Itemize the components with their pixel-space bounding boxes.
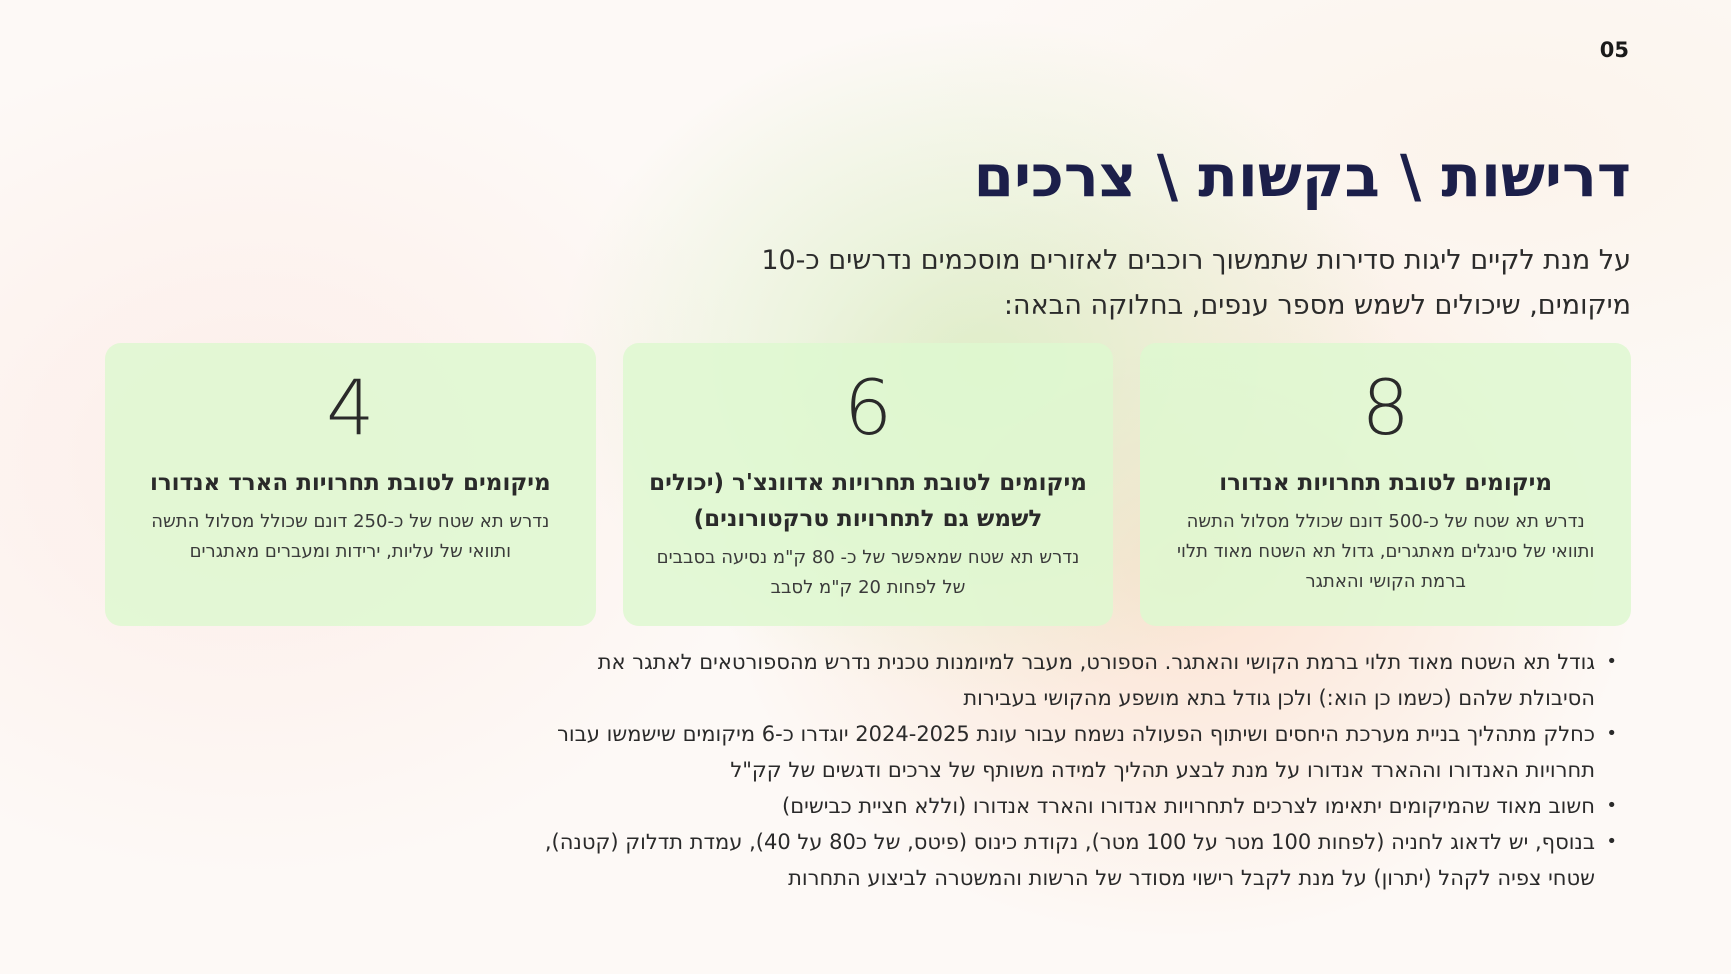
list-item-text: חשוב מאוד שהמיקומים יתאימו לצרכים לתחרויות אנדורו והארד אנדורו (וללא חציית כבישים) (782, 794, 1595, 818)
bullet-icon: • (1606, 723, 1617, 744)
list-item (535, 788, 1617, 824)
page-title: דרישות \ בקשות \ צרכים (973, 142, 1631, 210)
card-description: נדרש תא שטח של כ-500 דונם שכולל מסלול התשה ותוואי של סינגלים מאתגרים, גדול תא השטח מאוד תלוי ברמת הקושי והאתגר (1176, 511, 1595, 592)
card-title: מיקומים לטובת תחרויות הארד אנדורו (149, 470, 551, 496)
card-hard-enduro (105, 343, 596, 626)
bullet-icon: • (1606, 831, 1617, 852)
list-item (535, 716, 1617, 788)
card-description: נדרש תא שטח של כ-250 דונם שכולל מסלול התשה ותוואי של עליות, ירידות ומעברים מאתגרים (151, 511, 550, 562)
card-number: 8 (1361, 363, 1410, 452)
card-adventure (623, 343, 1114, 626)
card-number: 4 (326, 363, 375, 452)
requirements-list (535, 644, 1617, 896)
list-item-text: כחלק מתהליך בניית מערכת היחסים ושיתוף הפעולה נשמח עבור עונת 2024-2025 יוגדרו כ-6 מיקומים שישמשו עבור תחרויות האנדורו וההארד אנדורו על מנת לבצע תהליך למידה משותף של צרכים ודגשים של קק"ל (557, 722, 1595, 782)
card-description: נדרש תא שטח שמאפשר של כ- 80 ק"מ נסיעה בסבבים של לפחות 20 ק"מ לסבב (656, 547, 1080, 598)
list-item-text: בנוסף, יש לדאוג לחניה (לפחות 100 מטר על 100 מטר), נקודת כינוס (פיטס, של כ80 על 40), עמדת תדלוק (קטנה), שטחי צפיה לקהל (יתרון) על מנת לקבל רישוי מסודר של הרשות והמשטרה לביצוע התחרות (544, 830, 1595, 890)
list-item (535, 644, 1617, 716)
location-cards (105, 343, 1631, 626)
list-item (535, 824, 1617, 896)
card-enduro (1140, 343, 1631, 626)
page-subtitle: על מנת לקיים ליגות סדירות שתמשוך רוכבים לאזורים מוסכמים נדרשים כ-10 מיקומים, שיכולים לשמש מספר ענפים, בחלוקה הבאה: (761, 245, 1631, 321)
card-title: מיקומים לטובת תחרויות אדוונצ'ר (יכולים לשמש גם לתחרויות טרקטורונים) (649, 470, 1087, 532)
list-item-text: גודל תא השטח מאוד תלוי ברמת הקושי והאתגר. הספורט, מעבר למיומנות טכנית נדרש מהספורטאים לאתגר את הסיבולת שלהם (כשמו כן הוא:) ולכן גודל בתא מושפע מהקושי בעבירות (597, 650, 1595, 710)
bullet-icon: • (1606, 651, 1617, 672)
page-number: 05 (1599, 38, 1629, 62)
bullet-icon: • (1606, 795, 1617, 816)
card-number: 6 (843, 363, 893, 452)
card-title: מיקומים לטובת תחרויות אנדורו (1219, 470, 1553, 496)
